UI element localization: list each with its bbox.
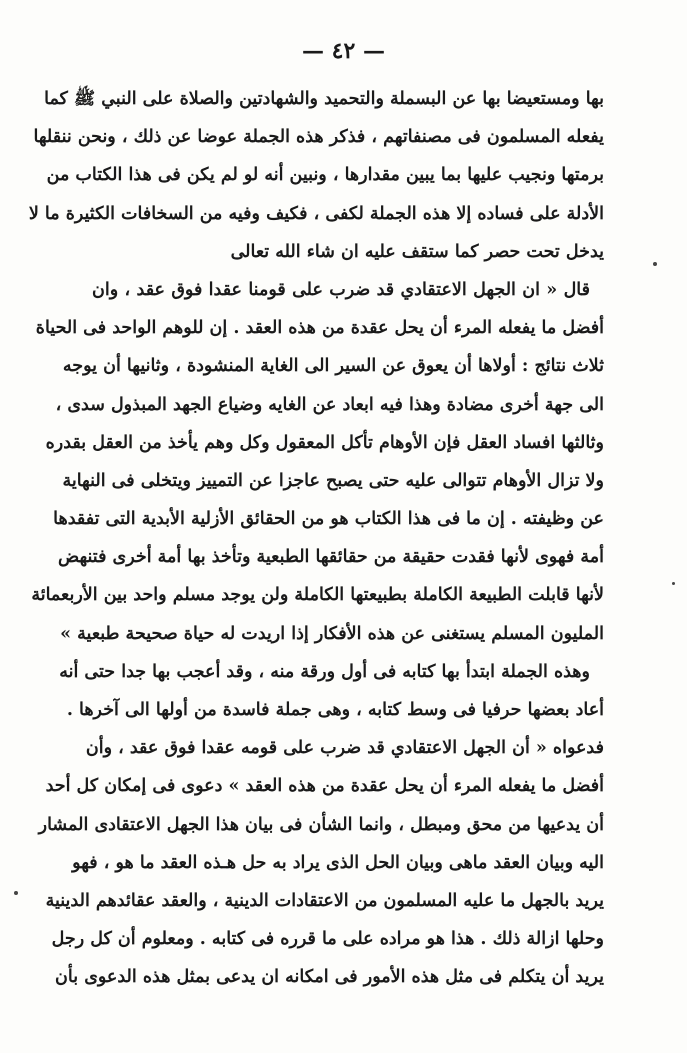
text-line: اليه وبيان العقد ماهى وبيان الحل الذى يراد به حل هـذه العقد ما هو ، فهو [72, 852, 604, 873]
text-line: أفضل ما يفعله المرء أن يحل عقدة من هذه العقد . إن للوهم الواحد فى الحياة [35, 318, 604, 339]
text-line: الى جهة أخرى مضادة وهذا فيه ابعاد عن الغايه وضياع الجهد المبذول سدى ، [55, 394, 604, 415]
text-line: أن يدعيها من محق ومبطل ، وانما الشأن فى بيان هذا الجهل الاعتقادى المشار [38, 814, 604, 835]
body-text [28, 80, 604, 997]
scan-speck [672, 582, 675, 585]
text-line: المليون المسلم يستغنى عن هذه الأفكار إذا اريدت له حياة صحيحة طبعية » [60, 623, 604, 644]
text-line: يدخل تحت حصر كما ستقف عليه ان شاء الله تعالى [230, 241, 604, 262]
text-line: برمتها ونجيب عليها بما يبين مقدارها ، ونبين أنه لو لم يكن فى هذا الكتاب من [46, 165, 604, 186]
text-line: أعاد بعضها حرفيا فى وسط كتابه ، وهى جملة فاسدة من أولها الى آخرها . [66, 700, 604, 720]
text-line: وحلها ازالة ذلك . هذا هو مراده على ما قرره فى كتابه . ومعلوم أن كل رجل [51, 929, 604, 950]
text-line: ثلاث نتائج : أولاها أن يعوق عن السير الى الغاية المنشودة ، وثانيها أن يوجه [62, 356, 604, 377]
text-line: بها ومستعيضا بها عن البسملة والتحميد والشهادتين والصلاة على النبي ﷺ كما [44, 89, 604, 109]
text-line: يريد بالجهل ما عليه المسلمون من الاعتقادات الدينية ، والعقد عقائدهم الدينية [45, 890, 604, 911]
text-line: أفضل ما يفعله المرء أن يحل عقدة من هذه العقد » دعوى فى إمكان كل أحد [45, 776, 604, 797]
text-line: فدعواه « أن الجهل الاعتقادي قد ضرب على قومه عقدا فوق عقد ، وأن [85, 738, 604, 759]
text-line: قال « ان الجهل الاعتقادي قد ضرب على قومنا عقدا فوق عقد ، وان [92, 279, 590, 300]
text-line: الأدلة على فساده إلا هذه الجملة لكفى ، فكيف وفيه من السخافات الكثيرة ما لا [28, 203, 604, 224]
text-line: ولا تزال الأوهام تتوالى عليه حتى يصبح عاجزا عن التمييز ويتخلى فى النهاية [62, 470, 604, 491]
text-line: أمة فهوى لأنها فقدت حقيقة من حقائقها الطبعية وتأخذ بها أمة أخرى فتنهض [58, 547, 604, 568]
scan-speck [14, 891, 18, 895]
text-line: وهذه الجملة ابتدأ بها كتابه فى أول ورقة منه ، وقد أعجب بها جدا حتى أنه [59, 661, 590, 682]
text-line: يريد أن يتكلم فى مثل هذه الأمور فى امكانه ان يدعى بمثل هذه الدعوى بأن [55, 967, 604, 988]
text-line: عن وظيفته . إن ما فى هذا الكتاب هو من الحقائق الأزلية الأبدية التى تفقدها [53, 509, 604, 530]
text-line: يفعله المسلمون فى مصنفاتهم ، فذكر هذه الجملة عوضا عن ذلك ، ونحن ننقلها [33, 127, 604, 148]
scan-speck [653, 262, 657, 266]
text-line: وثالثها افساد العقل فإن الأوهام تأكل المعقول وكل وهم يأخذ من العقل بقدره [45, 432, 604, 453]
text-line: لأنها قابلت الطبيعة الكاملة بطبيعتها الكاملة ولن يوجد مسلم واحد بين الأربعمائة [31, 585, 604, 606]
page-number: — ٤٢ — [302, 38, 385, 64]
